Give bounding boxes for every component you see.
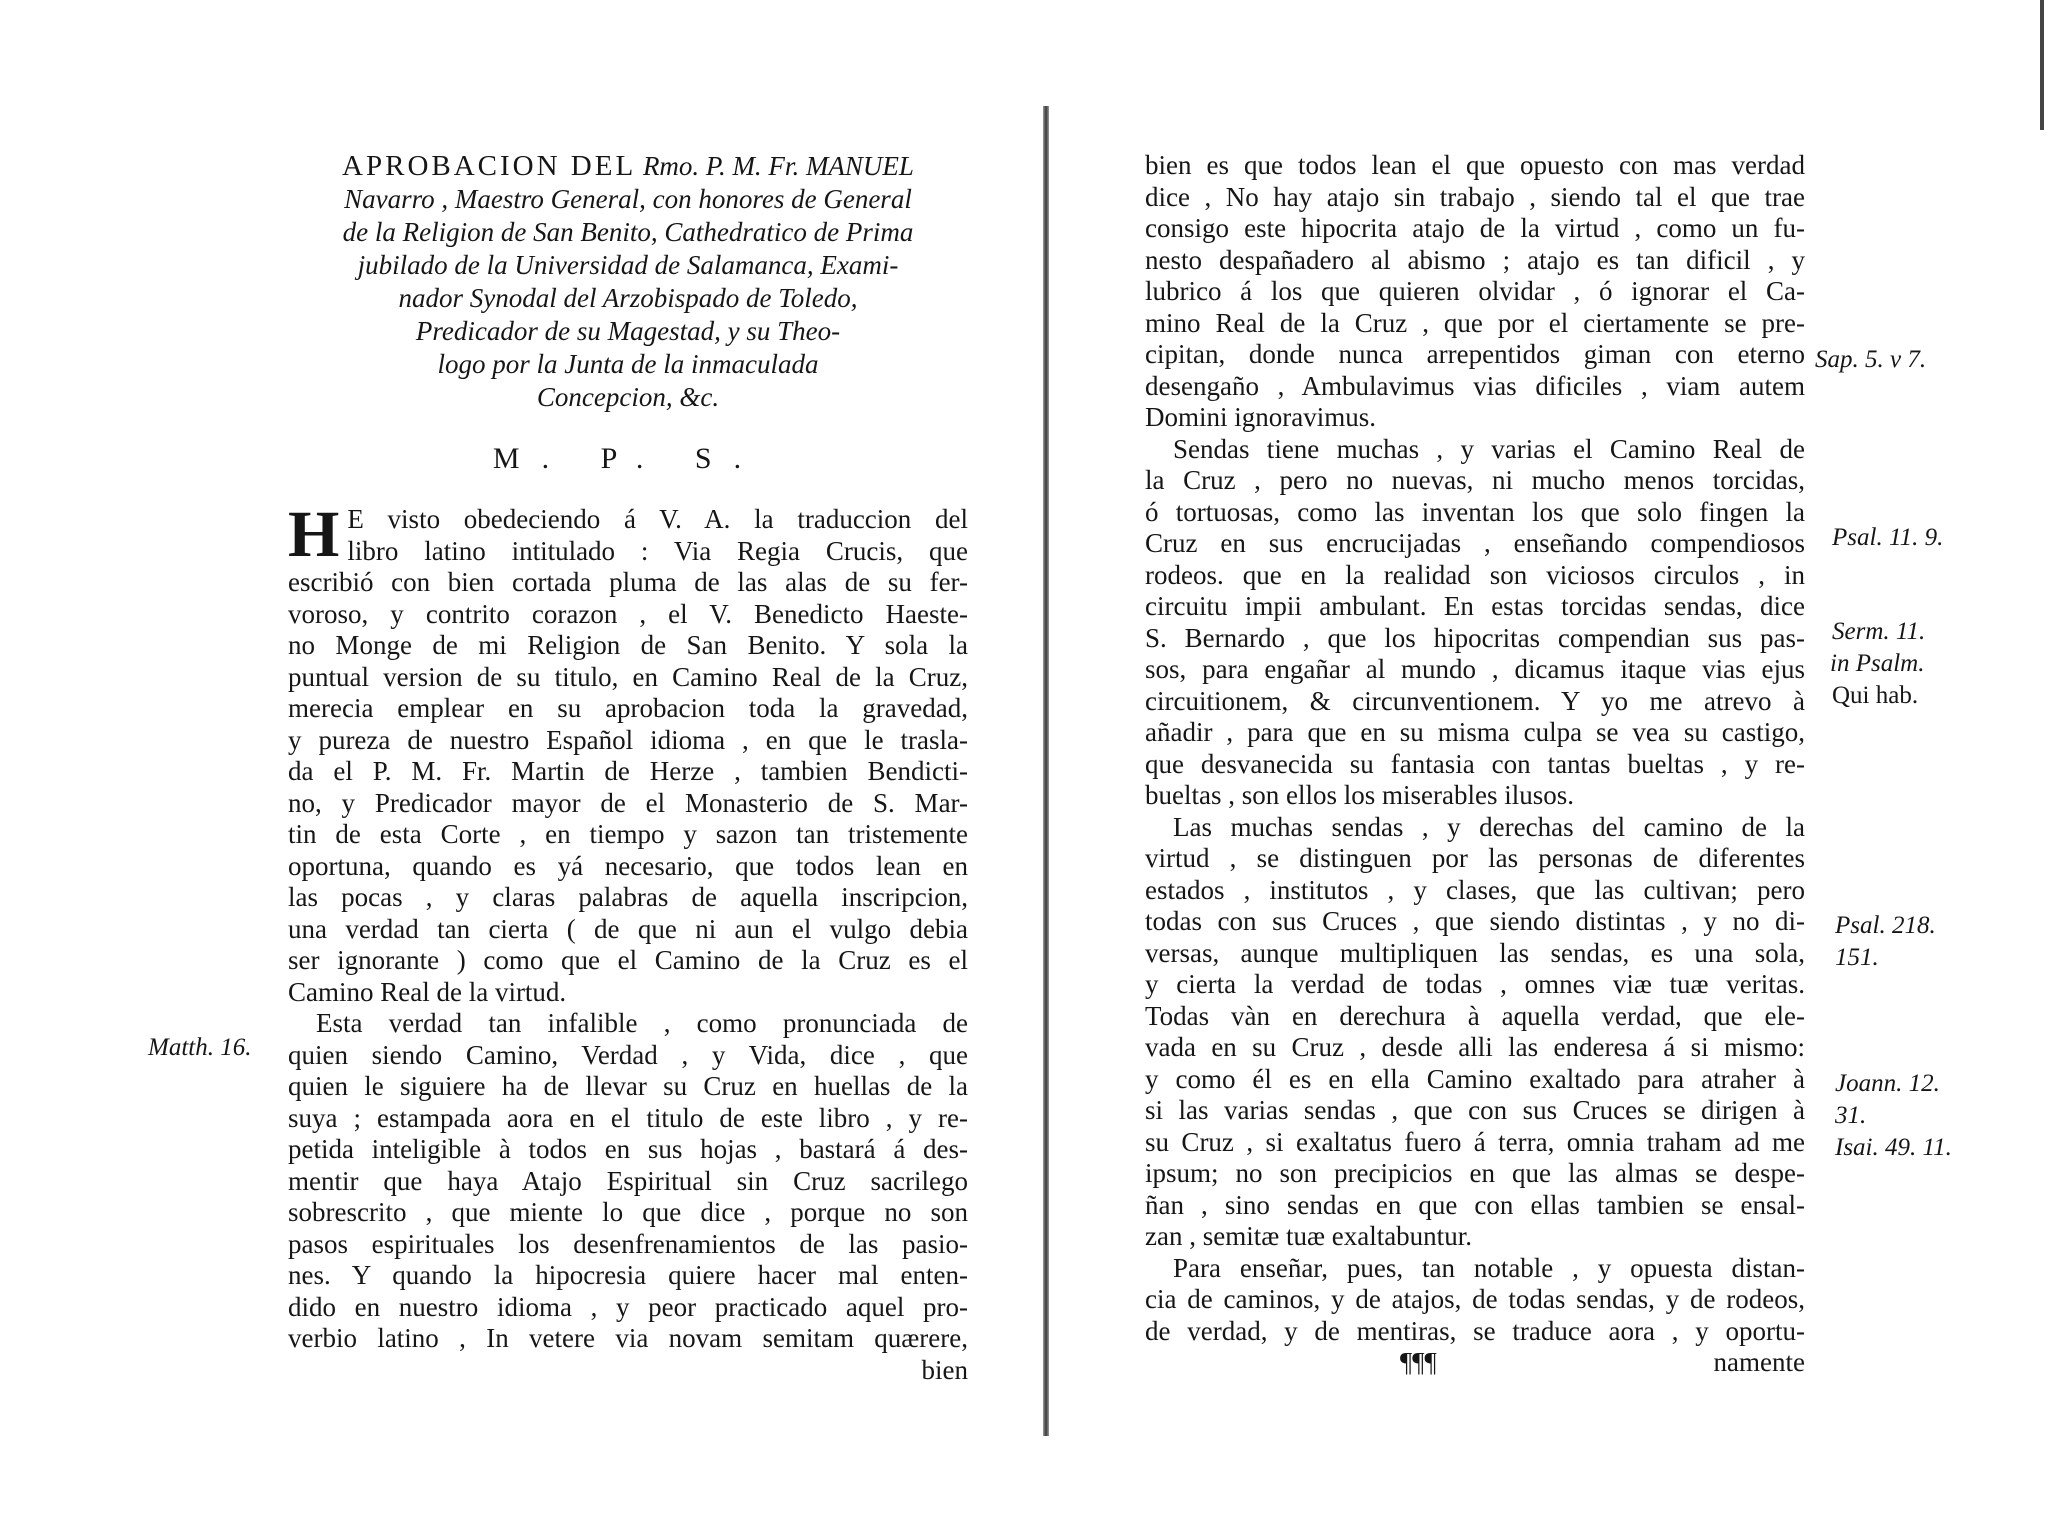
text-line: si las varias sendas , que con sus Cruces se dirigen à [1145,1095,1805,1125]
text-line: merecia emplear en su aprobacion toda la gravedad, [288,693,968,723]
text-line: Sendas tiene muchas , y varias el Camino Real de [1173,433,1805,464]
book-gutter [1043,106,1049,1436]
heading-line-6: Predicador de su Magestad, y su Theo- [415,316,841,346]
text-line: de verdad, y de mentiras, se traduce aora , y oportu- [1145,1315,1805,1346]
text-line: circuitu impii ambulant. En estas torcidas sendas, dice [1145,591,1805,621]
text-line: Domini ignoravimus. [1145,402,1376,432]
text-line: suya ; estampada aora en el titulo de este libro , y re- [288,1102,968,1133]
text-line: sobrescrito , que miente lo que dice , porque no son [288,1197,968,1227]
text-line: las pocas , y claras palabras de aquella inscripcion, [288,882,968,912]
text-line: y como él es en ella Camino exaltado para atraher à [1145,1063,1805,1094]
text-line: todas con sus Cruces , que siendo distintas , y no di- [1145,906,1805,936]
text-line: su Cruz , si exaltatus fuero á terra, omnia traham ad me [1145,1126,1805,1157]
text-line: ipsum; no son precipicios en que las almas se despe- [1145,1158,1805,1188]
salutation: M. P. S. [492,442,764,475]
text-line: circuitionem, & circunventionem. Y yo me atrevo à [1145,685,1805,716]
text-line: que desvanecida su fantasia con tantas bueltas , y re- [1145,748,1805,779]
text-line: escribió con bien cortada pluma de las alas de su fer- [288,567,968,597]
text-line: Para enseñar, pues, tan notable , y opuesta distan- [1173,1252,1805,1283]
heading-line-4: jubilado de la Universidad de Salamanca, Exami- [357,250,899,280]
text-line: rodeos. que en la realidad son viciosos circulos , in [1145,559,1805,590]
right-paragraph-4 [1145,1253,1805,1348]
right-paragraph-1 [1145,150,1805,434]
text-line: cia de caminos, y de atajos, de todas sendas, y de rodeos, [1145,1284,1805,1314]
text-line: quien siendo Camino, Verdad , y Vida, dice , que [288,1039,968,1070]
text-line: pasos espirituales los desenfrenamientos de las pasio- [288,1228,968,1259]
right-paragraph-3 [1145,812,1805,1253]
margin-note-sap: Sap. 5. v 7. [1815,346,1927,373]
text-line: Esta verdad tan infalible , como pronunciada de [316,1008,968,1038]
heading-line-2: Navarro , Maestro General, con honores de General [344,184,912,214]
text-line: voroso, y contrito corazon , el V. Benedicto Haeste- [288,598,968,629]
text-line: la Cruz , pero no nuevas, ni mucho menos torcidas, [1145,465,1805,495]
margin-note-serm-1: Serm. 11. [1832,618,1926,645]
text-line: sos, para engañar al mundo , dicamus itaque vias ejus [1145,654,1805,684]
margin-note-serm-2: in Psalm. [1830,650,1925,677]
text-line: Cruz en sus encrucijadas , enseñando compendiosos [1145,528,1805,558]
text-line: ñan , sino sendas en que con ellas tambien se ensal- [1145,1189,1805,1220]
heading-line-1: Rmo. P. M. Fr. MANUEL [642,151,914,181]
heading-line-5: nador Synodal del Arzobispado de Toledo, [398,283,858,313]
text-line: E visto obedeciendo á V. A. la traduccion del [347,504,968,534]
text-line: cipitan, donde nunca arrepentidos giman con eterno [1145,339,1805,369]
text-line: zan , semitæ tuæ exaltabuntur. [1145,1221,1472,1251]
text-line: añadir , para que en su misma culpa se vea su castigo, [1145,717,1805,747]
heading-line-8: Concepcion, &c. [536,382,720,412]
margin-note-joann-1: Joann. 12. [1835,1070,1940,1097]
text-line: Todas vàn en derechura à aquella verdad, que ele- [1145,1000,1805,1031]
left-paragraph-1 [288,498,968,1008]
catchword: namente [1713,1347,1805,1377]
margin-note-joann-2: 31. [1835,1102,1867,1129]
page-footer [1145,1347,1805,1383]
margin-note-serm-3: Qui hab. [1832,682,1919,709]
text-line: una verdad tan cierta ( de que ni aun el vulgo debia [288,913,968,944]
text-line: mentir que haya Atajo Espiritual sin Cruz sacrilego [288,1165,968,1196]
text-line: tin de esta Corte , en tiempo y sazon tan tristemente [288,819,968,849]
margin-note-psal-11: Psal. 11. 9. [1832,524,1944,551]
margin-note-psal-218: Psal. 218. [1835,912,1936,939]
text-line: y pureza de nuestro Español idioma , en que le trasla- [288,724,968,755]
text-line: consigo este hipocrita atajo de la virtud , como un fu- [1145,213,1805,243]
text-line: S. Bernardo , que los hipocritas compendian sus pas- [1145,622,1805,653]
text-line: bien es que todos lean el que opuesto con mas verdad [1145,150,1805,180]
text-line: estados , institutos , y clases, que las cultivan; pero [1145,874,1805,905]
text-line: puntual version de su titulo, en Camino Real de la Cruz, [288,661,968,692]
text-line: no, y Predicador mayor de el Monasterio de S. Mar- [288,787,968,818]
text-line: libro latino intitulado : Via Regia Crucis, que [347,535,968,566]
text-line: dido en nuestro idioma , y peor practicado aquel pro- [288,1291,968,1322]
catchword: bien [921,1354,968,1385]
text-line: mino Real de la Cruz , que por el ciertamente se pre- [1145,307,1805,338]
heading-line-3: de la Religion de San Benito, Cathedratico de Prima [342,217,914,247]
text-line: vada en su Cruz , desde alli las enderesa á si mismo: [1145,1032,1805,1062]
text-line: quien le siguiere ha de llevar su Cruz en huellas de la [288,1071,968,1101]
margin-note-isai: Isai. 49. 11. [1835,1134,1952,1161]
text-line: no Monge de mi Religion de San Benito. Y sola la [288,630,968,660]
text-line: petida inteligible à todos en sus hojas , bastará á des- [288,1134,968,1164]
heading-caps: APROBACION DEL [342,150,637,182]
signature-mark: ¶¶¶ [1400,1347,1437,1377]
text-line: bueltas , son ellos los miserables ilusos. [1145,780,1574,810]
drop-cap: H [288,498,340,571]
left-page [288,150,968,1386]
text-line: nesto despañadero al abismo ; atajo es tan dificil , y [1145,244,1805,275]
text-line: nes. Y quando la hipocresia quiere hacer mal enten- [288,1260,968,1290]
text-line: Las muchas sendas , y derechas del camino de la [1173,811,1805,842]
margin-note-psal-151: 151. [1835,944,1879,971]
text-line: y cierta la verdad de todas , omnes viæ tuæ veritas. [1145,969,1805,999]
approval-heading [288,150,968,414]
text-line: virtud , se distinguen por las personas de diferentes [1145,843,1805,873]
left-paragraph-2 [288,1008,968,1386]
right-page [1145,150,1805,1383]
text-line: ó tortuosas, como las inventan los que solo fingen la [1145,496,1805,527]
page-edge [2040,0,2044,130]
text-line: ser ignorante ) como que el Camino de la Cruz es el [288,945,968,975]
text-line: da el P. M. Fr. Martin de Herze , tambien Bendicti- [288,756,968,786]
text-line: dice , No hay atajo sin trabajo , siendo tal el que trae [1145,181,1805,212]
text-line: oportuna, quando es yá necesario, que todos lean en [288,850,968,881]
text-line: verbio latino , In vetere via novam semitam quærere, [288,1323,968,1353]
text-line: Camino Real de la virtud. [288,976,567,1007]
right-paragraph-2 [1145,434,1805,812]
margin-note-matth: Matth. 16. [148,1034,252,1061]
text-line: desengaño , Ambulavimus vias dificiles , viam autem [1145,370,1805,401]
text-line: versas, aunque multipliquen las sendas, es una sola, [1145,937,1805,968]
heading-line-7: logo por la Junta de la inmaculada [437,349,819,379]
text-line: lubrico á los que quieren olvidar , ó ignorar el Ca- [1145,276,1805,306]
